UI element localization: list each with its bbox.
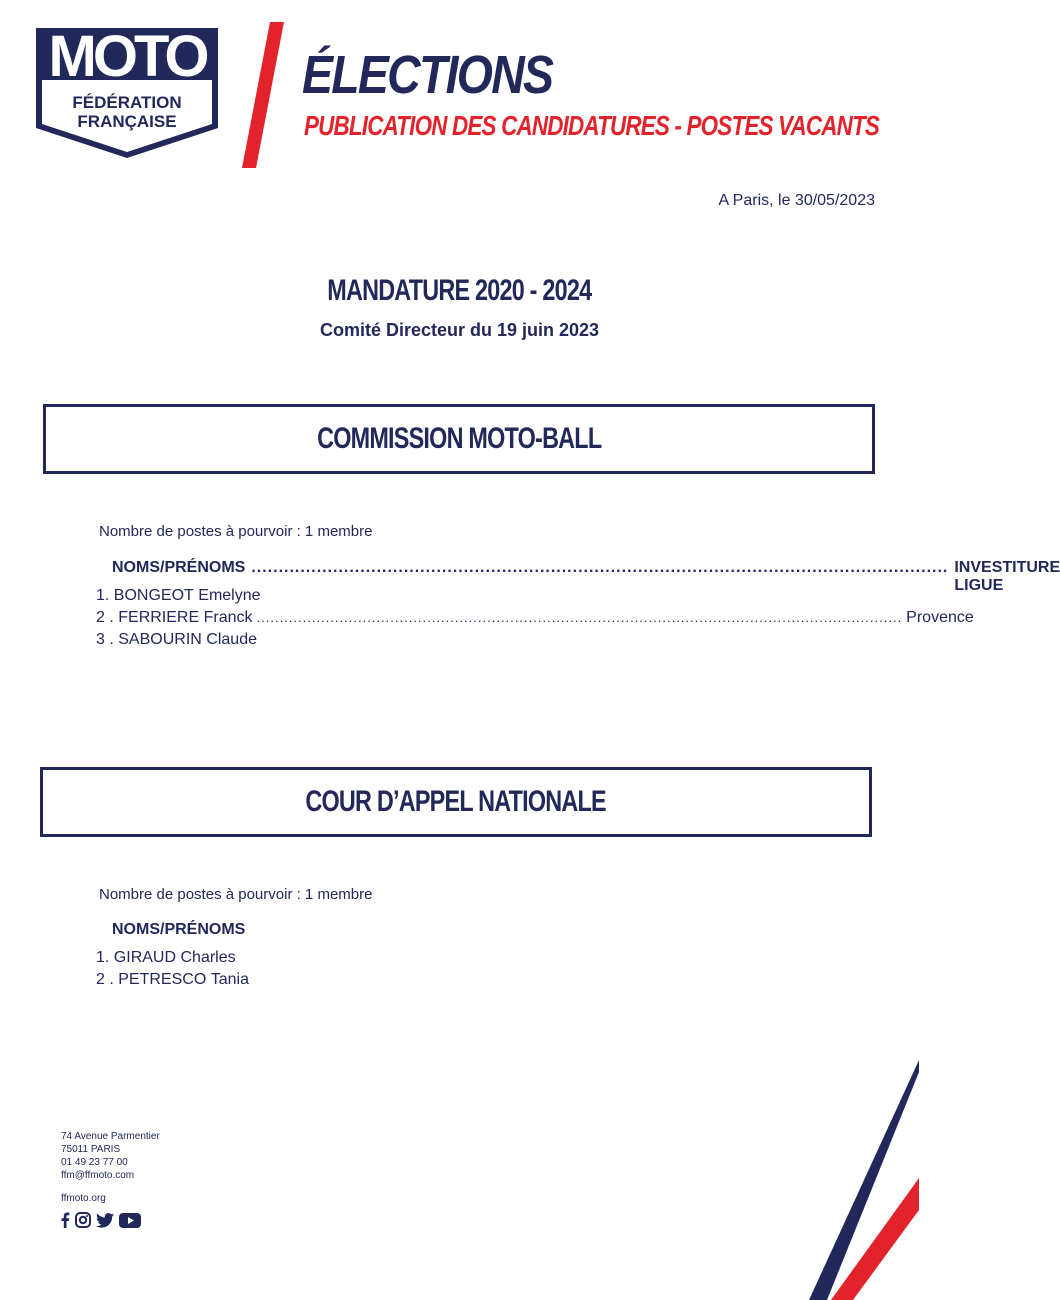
section-box-cour-appel xyxy=(40,767,872,837)
posts-count: Nombre de postes à pourvoir : 1 membre xyxy=(99,523,373,540)
candidate-row: 3 . SABOURIN Claude xyxy=(96,631,257,648)
candidate-row: 1. GIRAUD Charles xyxy=(96,949,236,966)
posts-count: Nombre de postes à pourvoir : 1 membre xyxy=(99,886,373,903)
youtube-icon[interactable] xyxy=(119,1213,141,1233)
svg-text:FRANÇAISE: FRANÇAISE xyxy=(77,112,177,131)
column-header-ligue: INVESTITURE LIGUE xyxy=(954,559,1060,594)
candidate-row: 1. BONGEOT Emelyne xyxy=(96,587,261,604)
svg-text:MOTO: MOTO xyxy=(48,24,206,89)
candidate-row: 2 . FERRIERE Franck ............................................................................................................................................ Provence xyxy=(96,609,974,626)
footer-website[interactable]: ffmoto.org xyxy=(61,1193,106,1204)
candidate-ligue: Provence xyxy=(906,609,974,626)
column-header-names: NOMS/PRÉNOMS xyxy=(112,921,246,938)
social-links xyxy=(60,1212,141,1233)
twitter-icon[interactable] xyxy=(96,1213,114,1233)
candidate-row: 2 . PETRESCO Tania xyxy=(96,971,249,988)
page-subtitle: PUBLICATION DES CANDIDATURES - POSTES VACANTS xyxy=(304,110,880,141)
page-title: ÉLECTIONS xyxy=(302,45,553,105)
column-header-names: NOMS/PRÉNOMS xyxy=(112,559,246,576)
dot-leader: ............................................................................................................................................ xyxy=(256,610,903,625)
column-header-row xyxy=(112,921,804,939)
section-title: COUR D’APPEL NATIONALE xyxy=(305,785,607,818)
section-title: COMMISSION MOTO-BALL xyxy=(316,422,602,455)
red-slash-accent xyxy=(238,20,288,170)
tricolor-corner-decoration xyxy=(809,1060,919,1300)
mandature-heading: MANDATURE 2020 - 2024 xyxy=(327,274,592,307)
facebook-icon[interactable] xyxy=(60,1212,70,1233)
instagram-icon[interactable] xyxy=(75,1212,91,1233)
ffm-logo xyxy=(32,24,222,164)
footer-email[interactable]: ffm@ffmoto.com xyxy=(61,1170,135,1181)
svg-text:FÉDÉRATION: FÉDÉRATION xyxy=(72,93,182,112)
footer-address: 74 Avenue Parmentier 75011 PARIS 01 49 23 77 00 ffm@ffmoto.com xyxy=(61,1131,160,1181)
dot-leader: ................................................................................................................................ xyxy=(251,559,949,576)
place-date: A Paris, le 30/05/2023 xyxy=(718,192,875,209)
section-box-moto-ball xyxy=(43,404,875,474)
comite-directeur-date: Comité Directeur du 19 juin 2023 xyxy=(319,320,600,340)
